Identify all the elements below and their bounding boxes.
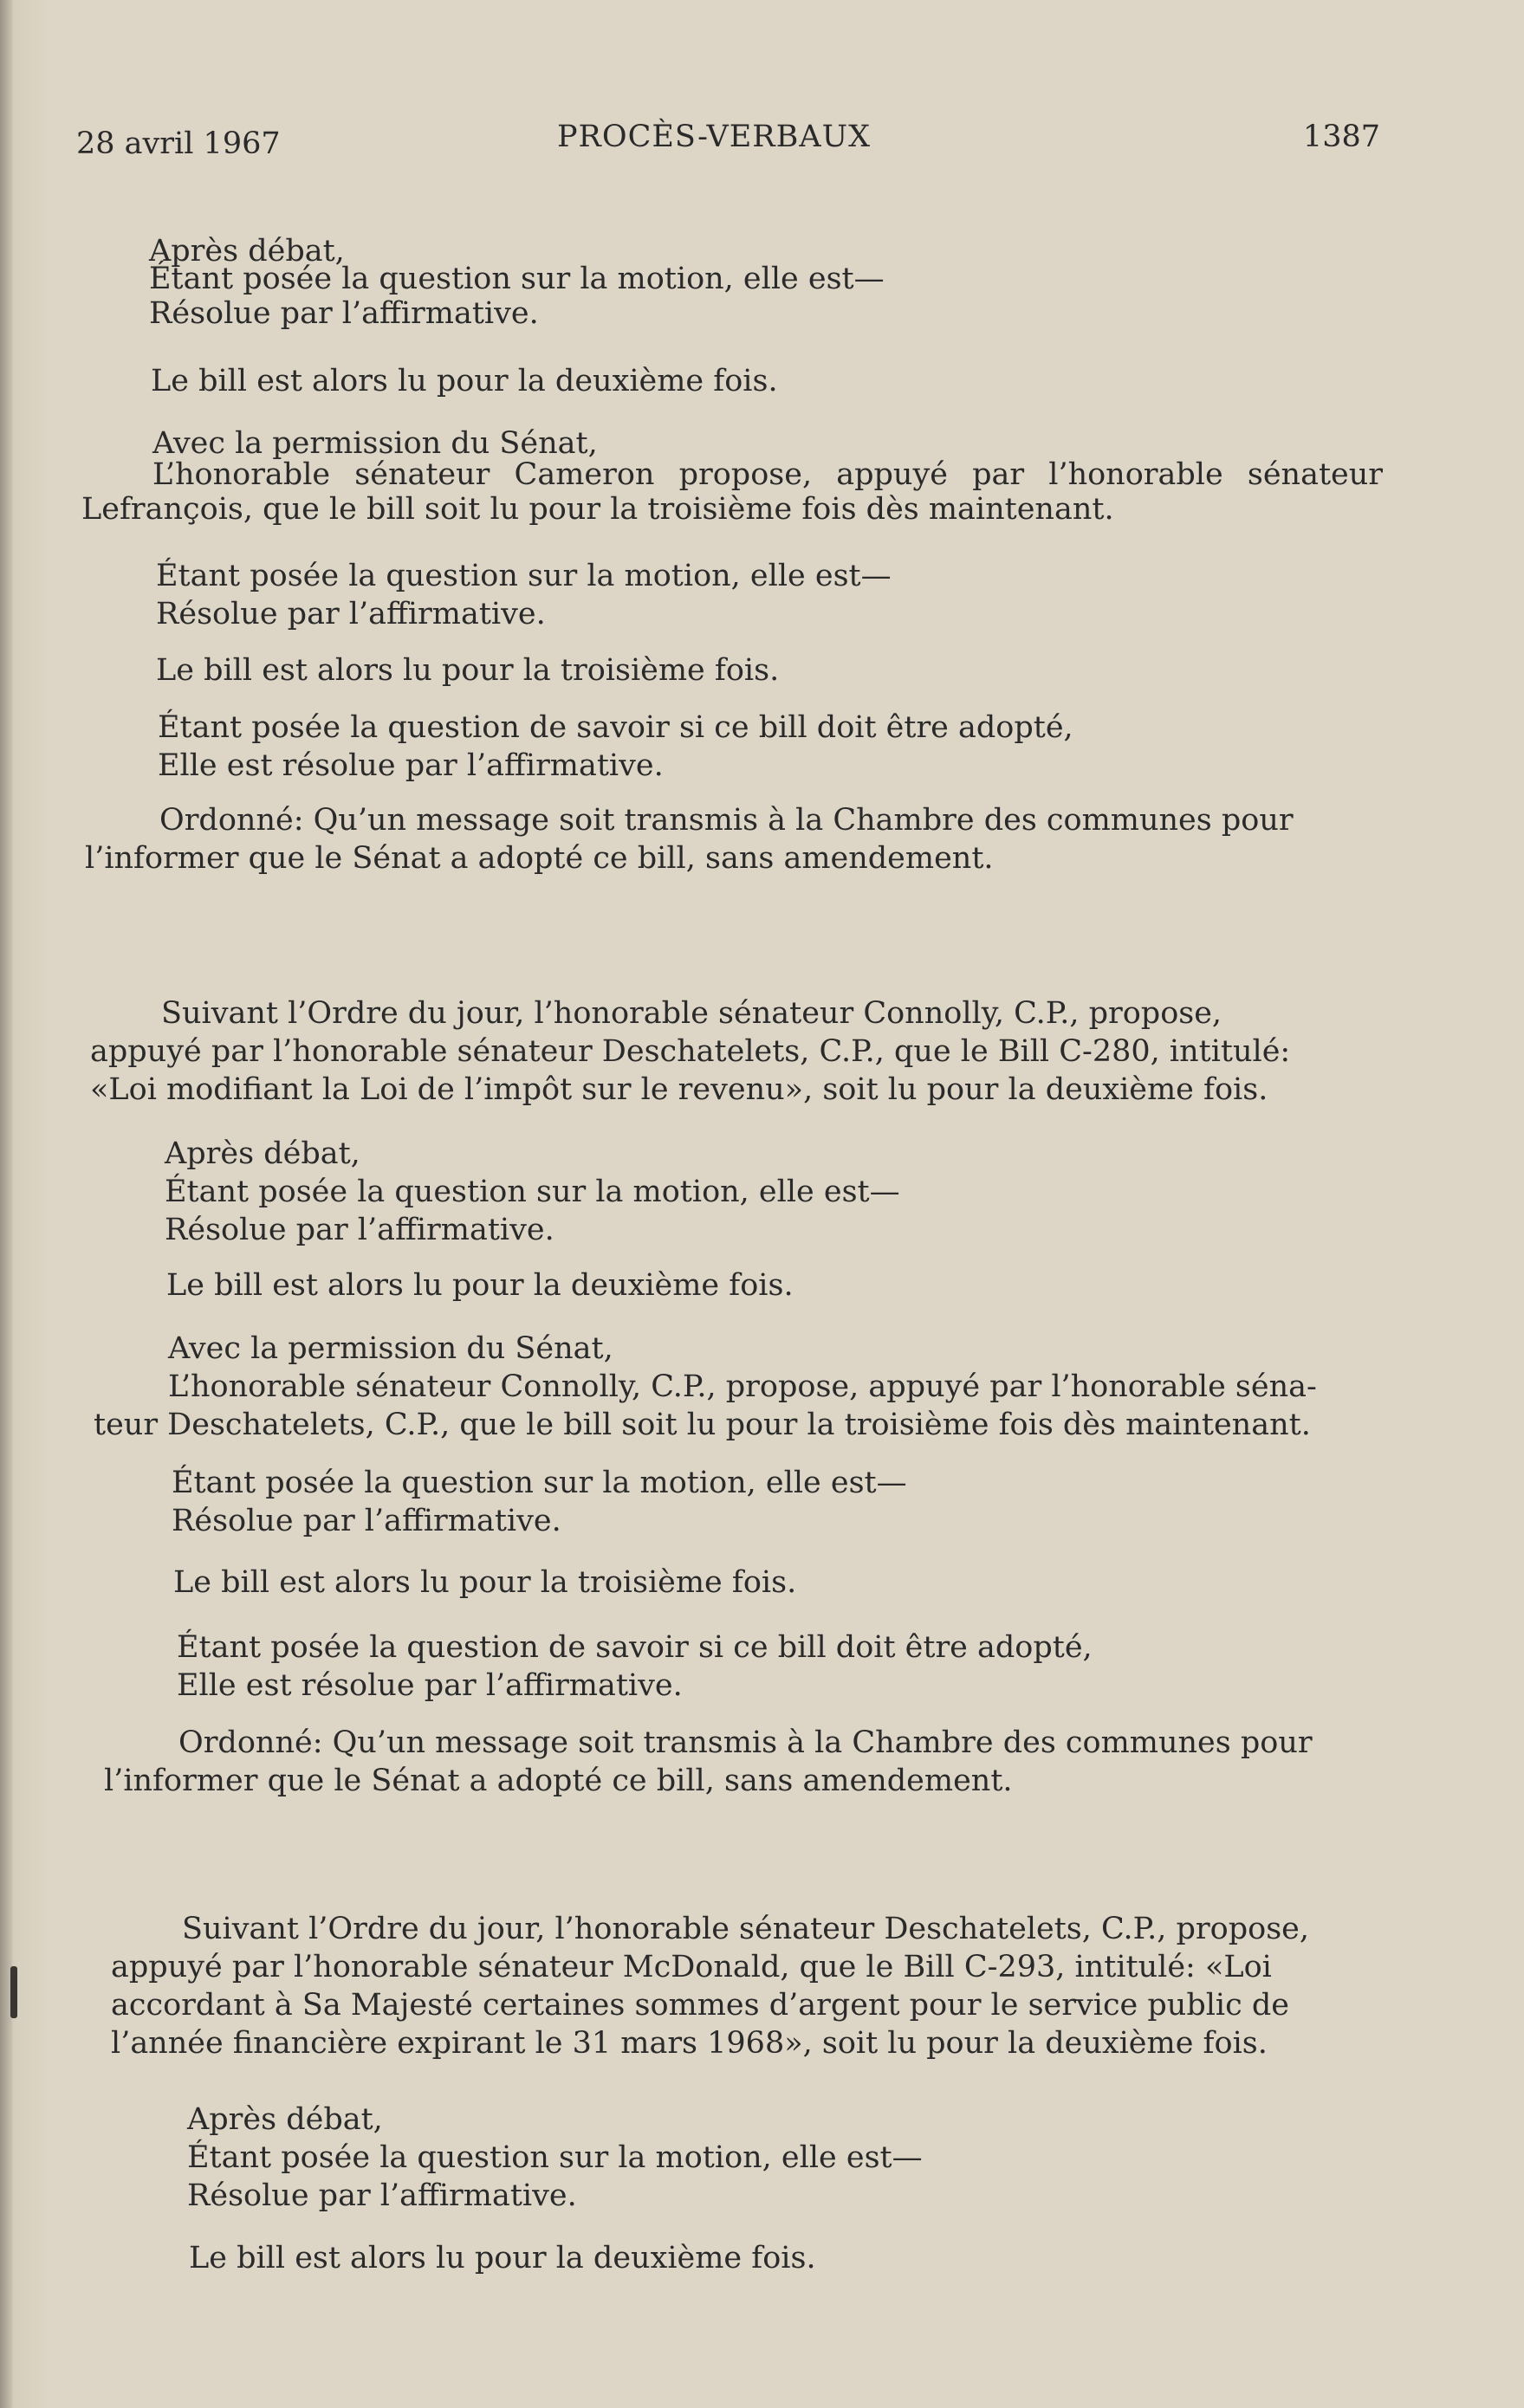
s2-deuxieme: Le bill est alors lu pour la deuxième fois. bbox=[166, 1268, 794, 1303]
s1-ordonne-l1: Ordonné: Qu’un message soit transmis à la Chambre des communes pour bbox=[159, 803, 1294, 838]
s2-adopte-l1: Étant posée la question de savoir si ce bill doit être adopté, bbox=[177, 1630, 1093, 1665]
s2-suivant-block bbox=[0, 994, 1524, 1109]
s1-adopte-l1: Étant posée la question de savoir si ce bill doit être adopté, bbox=[158, 710, 1073, 745]
s1-deuxieme: Le bill est alors lu pour la deuxième fois. bbox=[151, 364, 778, 398]
s2-ordonne-l1: Ordonné: Qu’un message soit transmis à la Chambre des communes pour bbox=[178, 1725, 1313, 1760]
s2-question2: Étant posée la question sur la motion, elle est— bbox=[172, 1466, 907, 1500]
s2-question2-block bbox=[0, 1464, 1524, 1540]
s2-suivant-l2: appuyé par l’honorable sénateur Deschatelets, C.P., que le Bill C-280, intitulé: bbox=[90, 1034, 1291, 1069]
s1-permission: Avec la permission du Sénat, bbox=[152, 426, 598, 461]
s2-resolue2: Résolue par l’affirmative. bbox=[172, 1504, 561, 1538]
s2-suivant-l3: «Loi modifiant la Loi de l’impôt sur le revenu», soit lu pour la deuxième fois. bbox=[90, 1072, 1268, 1107]
s1-ordonne-block bbox=[0, 801, 1524, 877]
s2-motion-l2: teur Deschatelets, C.P., que le bill soit lu pour la troisième fois dès maintenant. bbox=[94, 1408, 1311, 1442]
s1-question2-block bbox=[0, 557, 1524, 633]
s1-resolue: Résolue par l’affirmative. bbox=[149, 296, 539, 331]
s3-deuxieme-block bbox=[0, 2239, 1524, 2277]
s2-troisieme: Le bill est alors lu pour la troisième fois. bbox=[173, 1565, 797, 1600]
s2-troisieme-block bbox=[0, 1563, 1524, 1602]
s2-resolue: Résolue par l’affirmative. bbox=[165, 1213, 554, 1247]
s3-suivant-l2: appuyé par l’honorable sénateur McDonald, que le Bill C-293, intitulé: «Loi bbox=[111, 1950, 1272, 1984]
s2-adopte-block bbox=[0, 1628, 1524, 1705]
header-date: 28 avril 1967 bbox=[76, 126, 281, 161]
s3-suivant-block bbox=[0, 1910, 1524, 2062]
s1-ordonne-l2: l’informer que le Sénat a adopté ce bill, sans amendement. bbox=[85, 841, 994, 876]
s1-apres-debat: Après débat, bbox=[149, 234, 345, 269]
s2-permission-block bbox=[0, 1330, 1524, 1444]
s2-adopte-l2: Elle est résolue par l’affirmative. bbox=[177, 1668, 683, 1703]
s2-question: Étant posée la question sur la motion, elle est— bbox=[165, 1175, 900, 1209]
s1-question: Étant posée la question sur la motion, elle est— bbox=[149, 262, 885, 296]
s3-suivant-l4: l’année financière expirant le 31 mars 1968», soit lu pour la deuxième fois. bbox=[111, 2026, 1268, 2061]
page-header bbox=[76, 120, 1380, 163]
s3-resolue: Résolue par l’affirmative. bbox=[187, 2178, 577, 2213]
s1-troisieme-block bbox=[0, 651, 1524, 689]
s2-debate-block bbox=[0, 1135, 1524, 1249]
s3-question: Étant posée la question sur la motion, elle est— bbox=[187, 2140, 923, 2175]
s3-apres-debat: Après débat, bbox=[187, 2102, 383, 2137]
s1-permission-block bbox=[0, 424, 1524, 528]
s1-motion-l2: Lefrançois, que le bill soit lu pour la troisième fois dès maintenant. bbox=[81, 492, 1114, 527]
s3-suivant-l1: Suivant l’Ordre du jour, l’honorable sénateur Deschatelets, C.P., propose, bbox=[182, 1912, 1309, 1946]
s2-apres-debat: Après débat, bbox=[165, 1136, 360, 1171]
s2-suivant-l1: Suivant l’Ordre du jour, l’honorable sénateur Connolly, C.P., propose, bbox=[161, 996, 1222, 1031]
page-number: 1387 bbox=[1302, 120, 1380, 154]
s1-motion-l1: L’honorable sénateur Cameron propose, appuyé par l’honorable sénateur bbox=[152, 457, 1383, 492]
s1-deuxieme-block bbox=[0, 362, 1524, 400]
s1-resolue2: Résolue par l’affirmative. bbox=[156, 597, 546, 631]
s3-debate-block bbox=[0, 2101, 1524, 2215]
s3-suivant-l3: accordant à Sa Majesté certaines sommes d’argent pour le service public de bbox=[111, 1988, 1289, 2023]
s2-ordonne-l2: l’informer que le Sénat a adopté ce bill, sans amendement. bbox=[104, 1764, 1013, 1798]
s1-adopte-block bbox=[0, 709, 1524, 785]
s2-motion-l1: L’honorable sénateur Connolly, C.P., propose, appuyé par l’honorable séna- bbox=[168, 1369, 1317, 1404]
s2-permission: Avec la permission du Sénat, bbox=[168, 1331, 613, 1366]
s1-adopte-l2: Elle est résolue par l’affirmative. bbox=[158, 748, 664, 783]
s2-deuxieme-block bbox=[0, 1266, 1524, 1304]
s3-deuxieme: Le bill est alors lu pour la deuxième fois. bbox=[189, 2241, 816, 2275]
s1-debate-block bbox=[0, 232, 1524, 333]
s1-troisieme: Le bill est alors lu pour la troisième fois. bbox=[156, 653, 780, 688]
s1-question2: Étant posée la question sur la motion, elle est— bbox=[156, 559, 892, 593]
header-title: PROCÈS-VERBAUX bbox=[557, 120, 872, 154]
s2-ordonne-block bbox=[0, 1724, 1524, 1800]
